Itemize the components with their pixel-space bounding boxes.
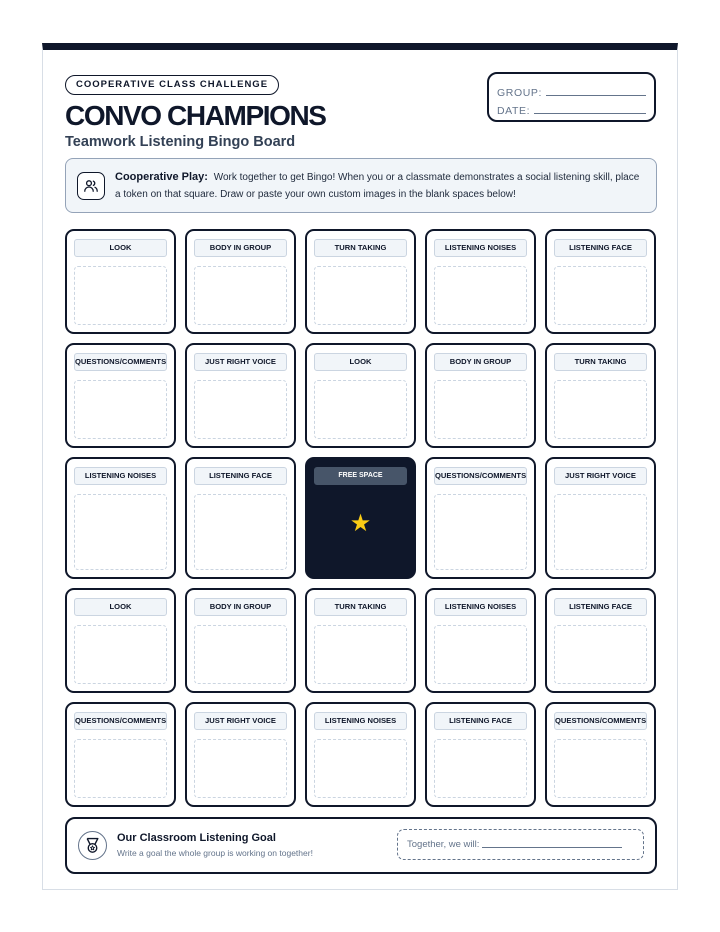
image-drop-area[interactable] (314, 266, 407, 325)
users-icon (77, 172, 105, 200)
instructions-box (65, 158, 657, 213)
bingo-cell-label: LISTENING NOISES (74, 467, 167, 485)
bingo-cell[interactable] (305, 343, 416, 448)
goal-title: Our Classroom Listening Goal (117, 832, 276, 844)
free-space-cell[interactable] (305, 457, 416, 579)
image-drop-area[interactable] (74, 494, 167, 570)
image-drop-area[interactable] (74, 380, 167, 439)
image-drop-area[interactable] (554, 739, 647, 798)
bingo-cell-label: LISTENING NOISES (434, 239, 527, 257)
bingo-cell-label: LOOK (314, 353, 407, 371)
bingo-cell[interactable] (545, 702, 656, 807)
bingo-cell[interactable] (185, 457, 296, 579)
bingo-cell-label: JUST RIGHT VOICE (194, 712, 287, 730)
bingo-cell[interactable] (425, 457, 536, 579)
goal-subtitle: Write a goal the whole group is working on together! (117, 848, 313, 858)
bingo-cell-label: LOOK (74, 598, 167, 616)
bingo-cell[interactable] (305, 588, 416, 693)
bingo-cell[interactable] (65, 343, 176, 448)
bingo-cell-label: JUST RIGHT VOICE (194, 353, 287, 371)
bingo-cell[interactable] (425, 702, 536, 807)
bingo-cell-label: QUESTIONS/COMMENTS (434, 467, 527, 485)
image-drop-area[interactable] (194, 494, 287, 570)
image-drop-area[interactable] (74, 625, 167, 684)
goal-input-line[interactable] (482, 847, 622, 848)
bingo-cell-label: TURN TAKING (314, 598, 407, 616)
bingo-cell-label: FREE SPACE (314, 467, 407, 485)
image-drop-area[interactable] (314, 739, 407, 798)
bingo-cell-label: BODY IN GROUP (434, 353, 527, 371)
worksheet-page (42, 43, 678, 890)
image-drop-area[interactable] (434, 380, 527, 439)
bingo-cell[interactable] (545, 229, 656, 334)
bingo-cell[interactable] (65, 229, 176, 334)
bingo-cell[interactable] (65, 702, 176, 807)
bingo-cell[interactable] (185, 343, 296, 448)
bingo-cell-label: QUESTIONS/COMMENTS (554, 712, 647, 730)
bingo-cell[interactable] (545, 343, 656, 448)
instructions-text (115, 169, 647, 203)
bingo-cell-label: LISTENING NOISES (434, 598, 527, 616)
image-drop-area[interactable] (74, 266, 167, 325)
instructions-lead: Cooperative Play: (115, 171, 208, 183)
group-field[interactable] (546, 95, 646, 96)
bingo-cell-label: QUESTIONS/COMMENTS (74, 353, 167, 371)
bingo-cell-label: TURN TAKING (314, 239, 407, 257)
bingo-cell-label: QUESTIONS/COMMENTS (74, 712, 167, 730)
bingo-cell[interactable] (305, 702, 416, 807)
bingo-cell[interactable] (185, 702, 296, 807)
bingo-cell-label: TURN TAKING (554, 353, 647, 371)
bingo-cell[interactable] (545, 588, 656, 693)
challenge-badge: COOPERATIVE CLASS CHALLENGE (65, 75, 279, 95)
medal-icon (78, 831, 107, 860)
date-row (497, 99, 646, 117)
image-drop-area[interactable] (554, 625, 647, 684)
goal-input[interactable] (397, 829, 644, 860)
page-subtitle: Teamwork Listening Bingo Board (65, 134, 296, 150)
bingo-cell[interactable] (305, 229, 416, 334)
date-label: DATE: (497, 105, 531, 117)
bingo-cell[interactable] (185, 588, 296, 693)
image-drop-area[interactable] (194, 266, 287, 325)
bingo-cell-label: JUST RIGHT VOICE (554, 467, 647, 485)
goal-input-label: Together, we will: (407, 839, 480, 850)
image-drop-area[interactable] (314, 380, 407, 439)
bingo-cell-label: LISTENING FACE (194, 467, 287, 485)
bingo-cell[interactable] (185, 229, 296, 334)
image-drop-area[interactable] (434, 739, 527, 798)
bingo-cell[interactable] (65, 457, 176, 579)
bingo-cell[interactable] (425, 588, 536, 693)
bingo-cell-label: BODY IN GROUP (194, 598, 287, 616)
bingo-cell-label: BODY IN GROUP (194, 239, 287, 257)
image-drop-area[interactable] (434, 625, 527, 684)
group-date-box (487, 72, 656, 122)
instructions-body: Work together to get Bingo! When you or a classmate demonstrates a social listening skill, place a token on that square. Draw or paste your own custom images in the blank spaces below! (115, 172, 640, 200)
image-drop-area[interactable] (554, 380, 647, 439)
bingo-cell[interactable] (425, 229, 536, 334)
bingo-cell-label: LOOK (74, 239, 167, 257)
image-drop-area[interactable] (194, 739, 287, 798)
date-field[interactable] (534, 113, 646, 114)
image-drop-area[interactable] (554, 266, 647, 325)
image-drop-area[interactable] (314, 625, 407, 684)
goal-box (65, 817, 657, 874)
image-drop-area[interactable] (434, 266, 527, 325)
group-label: GROUP: (497, 87, 543, 99)
bingo-cell[interactable] (545, 457, 656, 579)
bingo-cell-label: LISTENING NOISES (314, 712, 407, 730)
bingo-cell-label: LISTENING FACE (554, 239, 647, 257)
page-title: CONVO CHAMPIONS (65, 100, 326, 131)
star-icon: ★ (349, 510, 372, 537)
group-row (497, 81, 646, 99)
bingo-cell-label: LISTENING FACE (434, 712, 527, 730)
bingo-cell[interactable] (65, 588, 176, 693)
image-drop-area[interactable] (434, 494, 527, 570)
image-drop-area[interactable] (194, 625, 287, 684)
image-drop-area[interactable] (74, 739, 167, 798)
bingo-cell-label: LISTENING FACE (554, 598, 647, 616)
image-drop-area[interactable] (194, 380, 287, 439)
image-drop-area[interactable] (554, 494, 647, 570)
bingo-cell[interactable] (425, 343, 536, 448)
